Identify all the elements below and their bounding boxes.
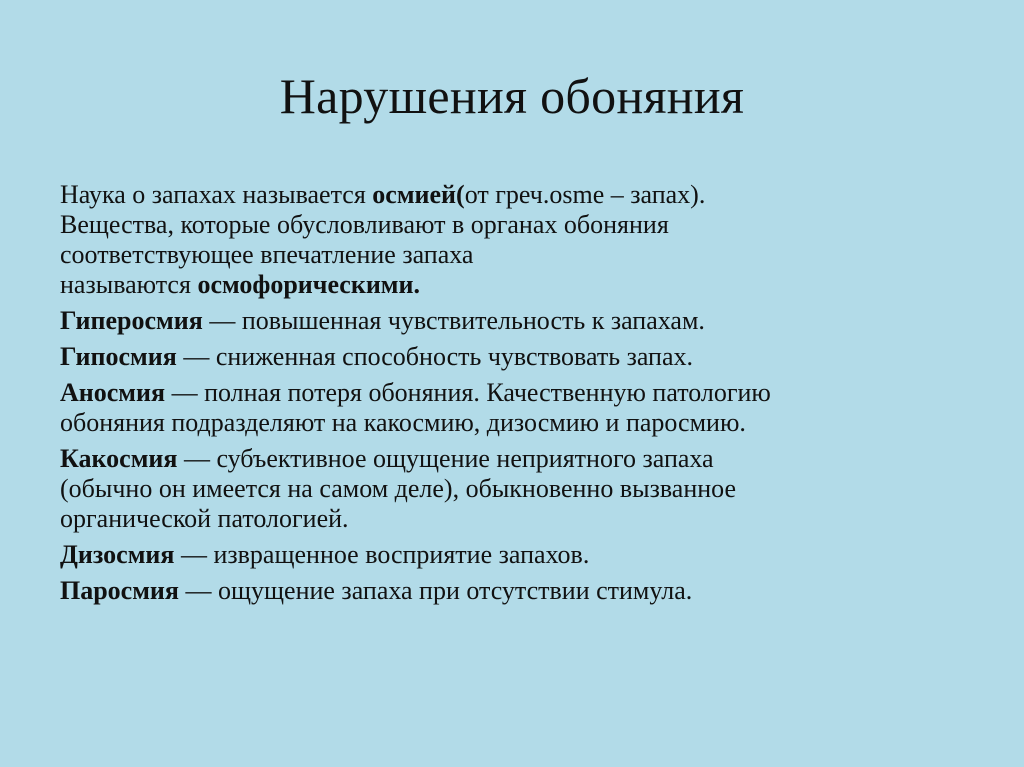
intro-text: называются xyxy=(60,270,198,299)
definition-anosmia xyxy=(60,378,960,438)
definition-text: — субъективное ощущение неприятного запаха xyxy=(177,444,714,473)
slide-title: Нарушения обоняния xyxy=(279,68,745,124)
term-label: Какосмия xyxy=(60,444,178,473)
intro-text: Наука о запахах называется xyxy=(60,180,373,209)
definition-hyperosmia xyxy=(60,306,960,336)
definition-text: — повышенная чувствительность к запахам. xyxy=(202,306,705,335)
definition-line xyxy=(60,540,960,570)
definition-line xyxy=(60,378,960,408)
intro-line-4 xyxy=(60,270,960,300)
intro-line-1 xyxy=(60,180,960,210)
definition-text: — ощущение запаха при отсутствии стимула. xyxy=(178,576,693,605)
definition-dysosmia xyxy=(60,540,960,570)
intro-text: от греч.osme – запах). xyxy=(464,180,706,209)
definition-text: — сниженная способность чувствовать запах. xyxy=(176,342,694,371)
definition-text: — извращенное восприятие запахов. xyxy=(174,540,590,569)
definition-hyposmia xyxy=(60,342,960,372)
definition-kakosmia xyxy=(60,444,960,534)
term-label: Аносмия xyxy=(60,378,166,407)
term-label: Гиперосмия xyxy=(60,306,203,335)
definition-line xyxy=(60,444,960,474)
definition-line xyxy=(60,342,960,372)
term-label: Паросмия xyxy=(60,576,179,605)
term-osmia: осмией( xyxy=(372,180,465,209)
definition-line xyxy=(60,576,960,606)
definition-text: органической патологией. xyxy=(60,504,349,533)
term-label: Дизосмия xyxy=(60,540,175,569)
definition-line xyxy=(60,306,960,336)
definition-parosmia xyxy=(60,576,960,606)
definition-text: (обычно он имеется на самом деле), обыкновенно вызванное xyxy=(60,474,736,503)
definition-text: обоняния подразделяют на какосмию, дизосмию и паросмию. xyxy=(60,408,746,437)
intro-line-2: Вещества, которые обусловливают в органах обоняния xyxy=(60,210,669,239)
slide-body xyxy=(60,180,960,612)
intro-line-3: соответствующее впечатление запаха xyxy=(60,240,474,269)
term-osmophoric: осмофорическими. xyxy=(197,270,420,299)
term-label: Гипосмия xyxy=(60,342,177,371)
definition-text: — полная потеря обоняния. Качественную патологию xyxy=(165,378,771,407)
intro-paragraph xyxy=(60,180,960,300)
